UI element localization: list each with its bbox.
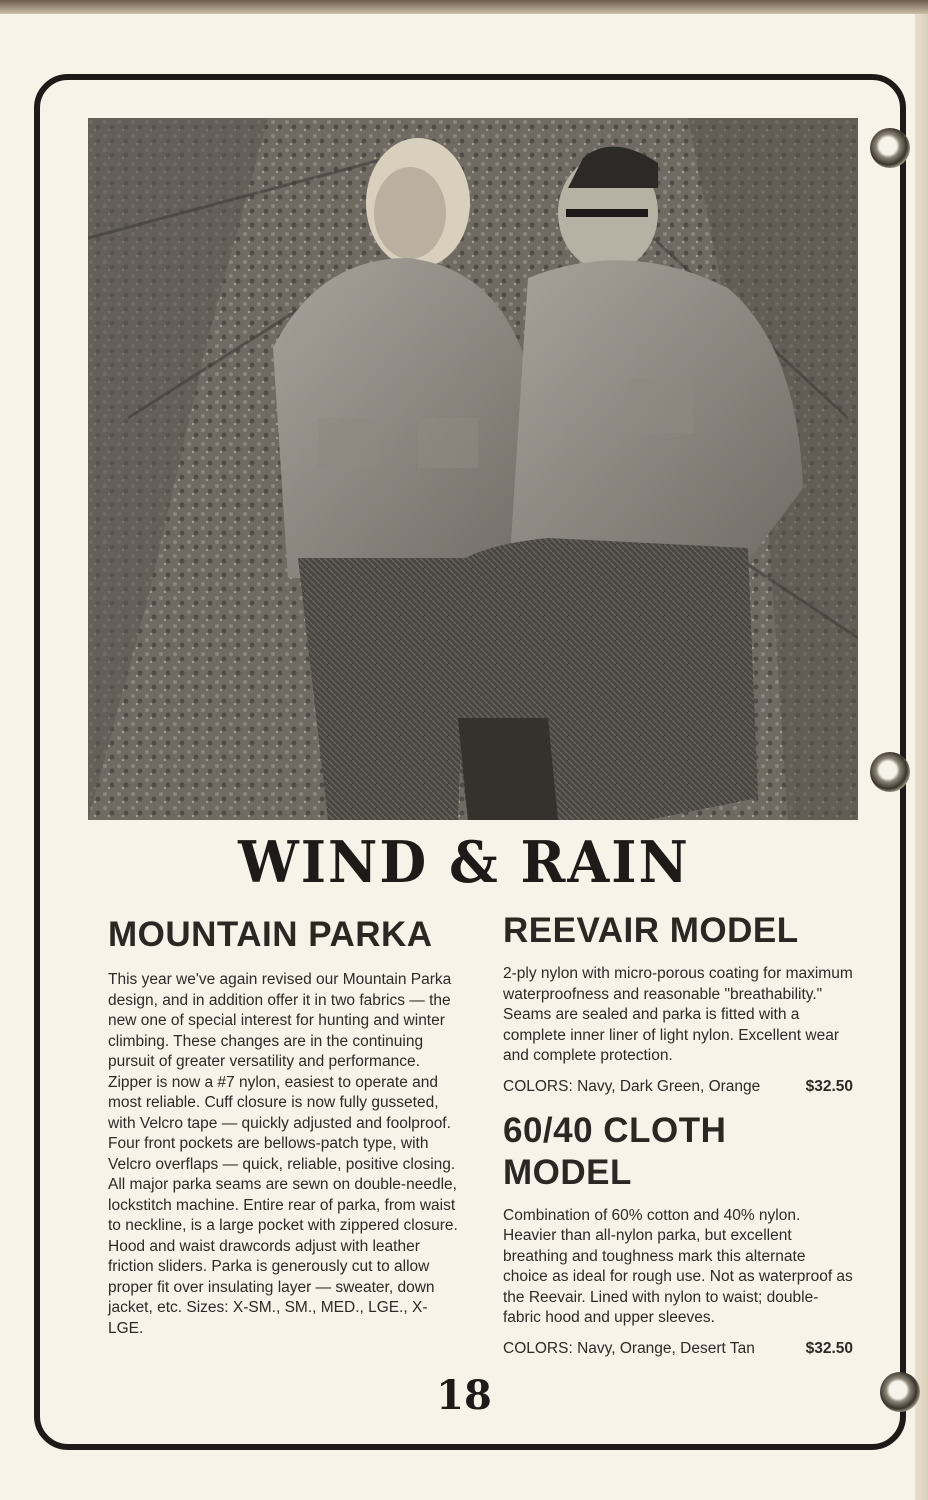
reevair-model-description: 2-ply nylon with micro-porous coating for maximum waterproofness and reasonable "breathability." Seams are sealed and parka is fitted with a complete inner liner of light nylon. Excellent wear and complete protection. bbox=[503, 965, 853, 1064]
mountain-parka-title: MOUNTAIN PARKA bbox=[108, 915, 433, 954]
cloth-price: $32.50 bbox=[805, 1339, 853, 1357]
page-right-edge bbox=[915, 14, 928, 1500]
cloth-model-title: 60/40 CLOTH MODEL bbox=[503, 1110, 727, 1192]
reevair-colors: COLORS: Navy, Dark Green, Orange bbox=[503, 1077, 761, 1095]
reevair-model-title: REEVAIR MODEL bbox=[503, 911, 799, 950]
mountain-parka-column bbox=[108, 914, 458, 1339]
models-column bbox=[503, 910, 853, 1358]
cloth-colors-row bbox=[503, 1340, 853, 1358]
section-heading: WIND & RAIN bbox=[238, 828, 690, 896]
page-top-edge bbox=[0, 0, 928, 14]
mountain-parka-description: This year we've again revised our Mountain Parka design, and in addition offer it in two fabrics — the new one of special interest for hunting and winter climbing. These changes are in the continuing pursuit of greater versatility and performance. Zipper is now a #7 nylon, easiest to operate and most reliable. Cuff closure is now fully gusseted, with Velcro tape — quickly adjusted and foolproof. Four front pockets are bellows-patch type, with Velcro overflaps — quick, reliable, positive closing. All major parka seams are sewn on double-needle, lockstitch machine. Entire rear of parka, from waist to neckline, is a large pocket with zippered closure. Hood and waist drawcords adjust with leather friction sliders. Parka is generously cut to allow proper fit over insulating layer — sweater, down jacket, etc. Sizes: X-SM., SM., MED., LGE., X-LGE. bbox=[108, 971, 458, 1337]
binder-ring-icon bbox=[870, 752, 910, 792]
page-number: 18 bbox=[436, 1372, 492, 1419]
reevair-price: $32.50 bbox=[805, 1077, 853, 1095]
cloth-colors: COLORS: Navy, Orange, Desert Tan bbox=[503, 1339, 755, 1357]
cloth-model-description: Combination of 60% cotton and 40% nylon. Heavier than all-nylon parka, but excellent breathing and toughness mark this alternate choice as ideal for rough use. Not as waterproof as the Reevair. Lined with nylon to waist; double-fabric hood and upper sleeves. bbox=[503, 1206, 853, 1326]
reevair-colors-row bbox=[503, 1078, 853, 1096]
product-photo bbox=[88, 118, 858, 820]
binder-ring-icon bbox=[870, 128, 910, 168]
